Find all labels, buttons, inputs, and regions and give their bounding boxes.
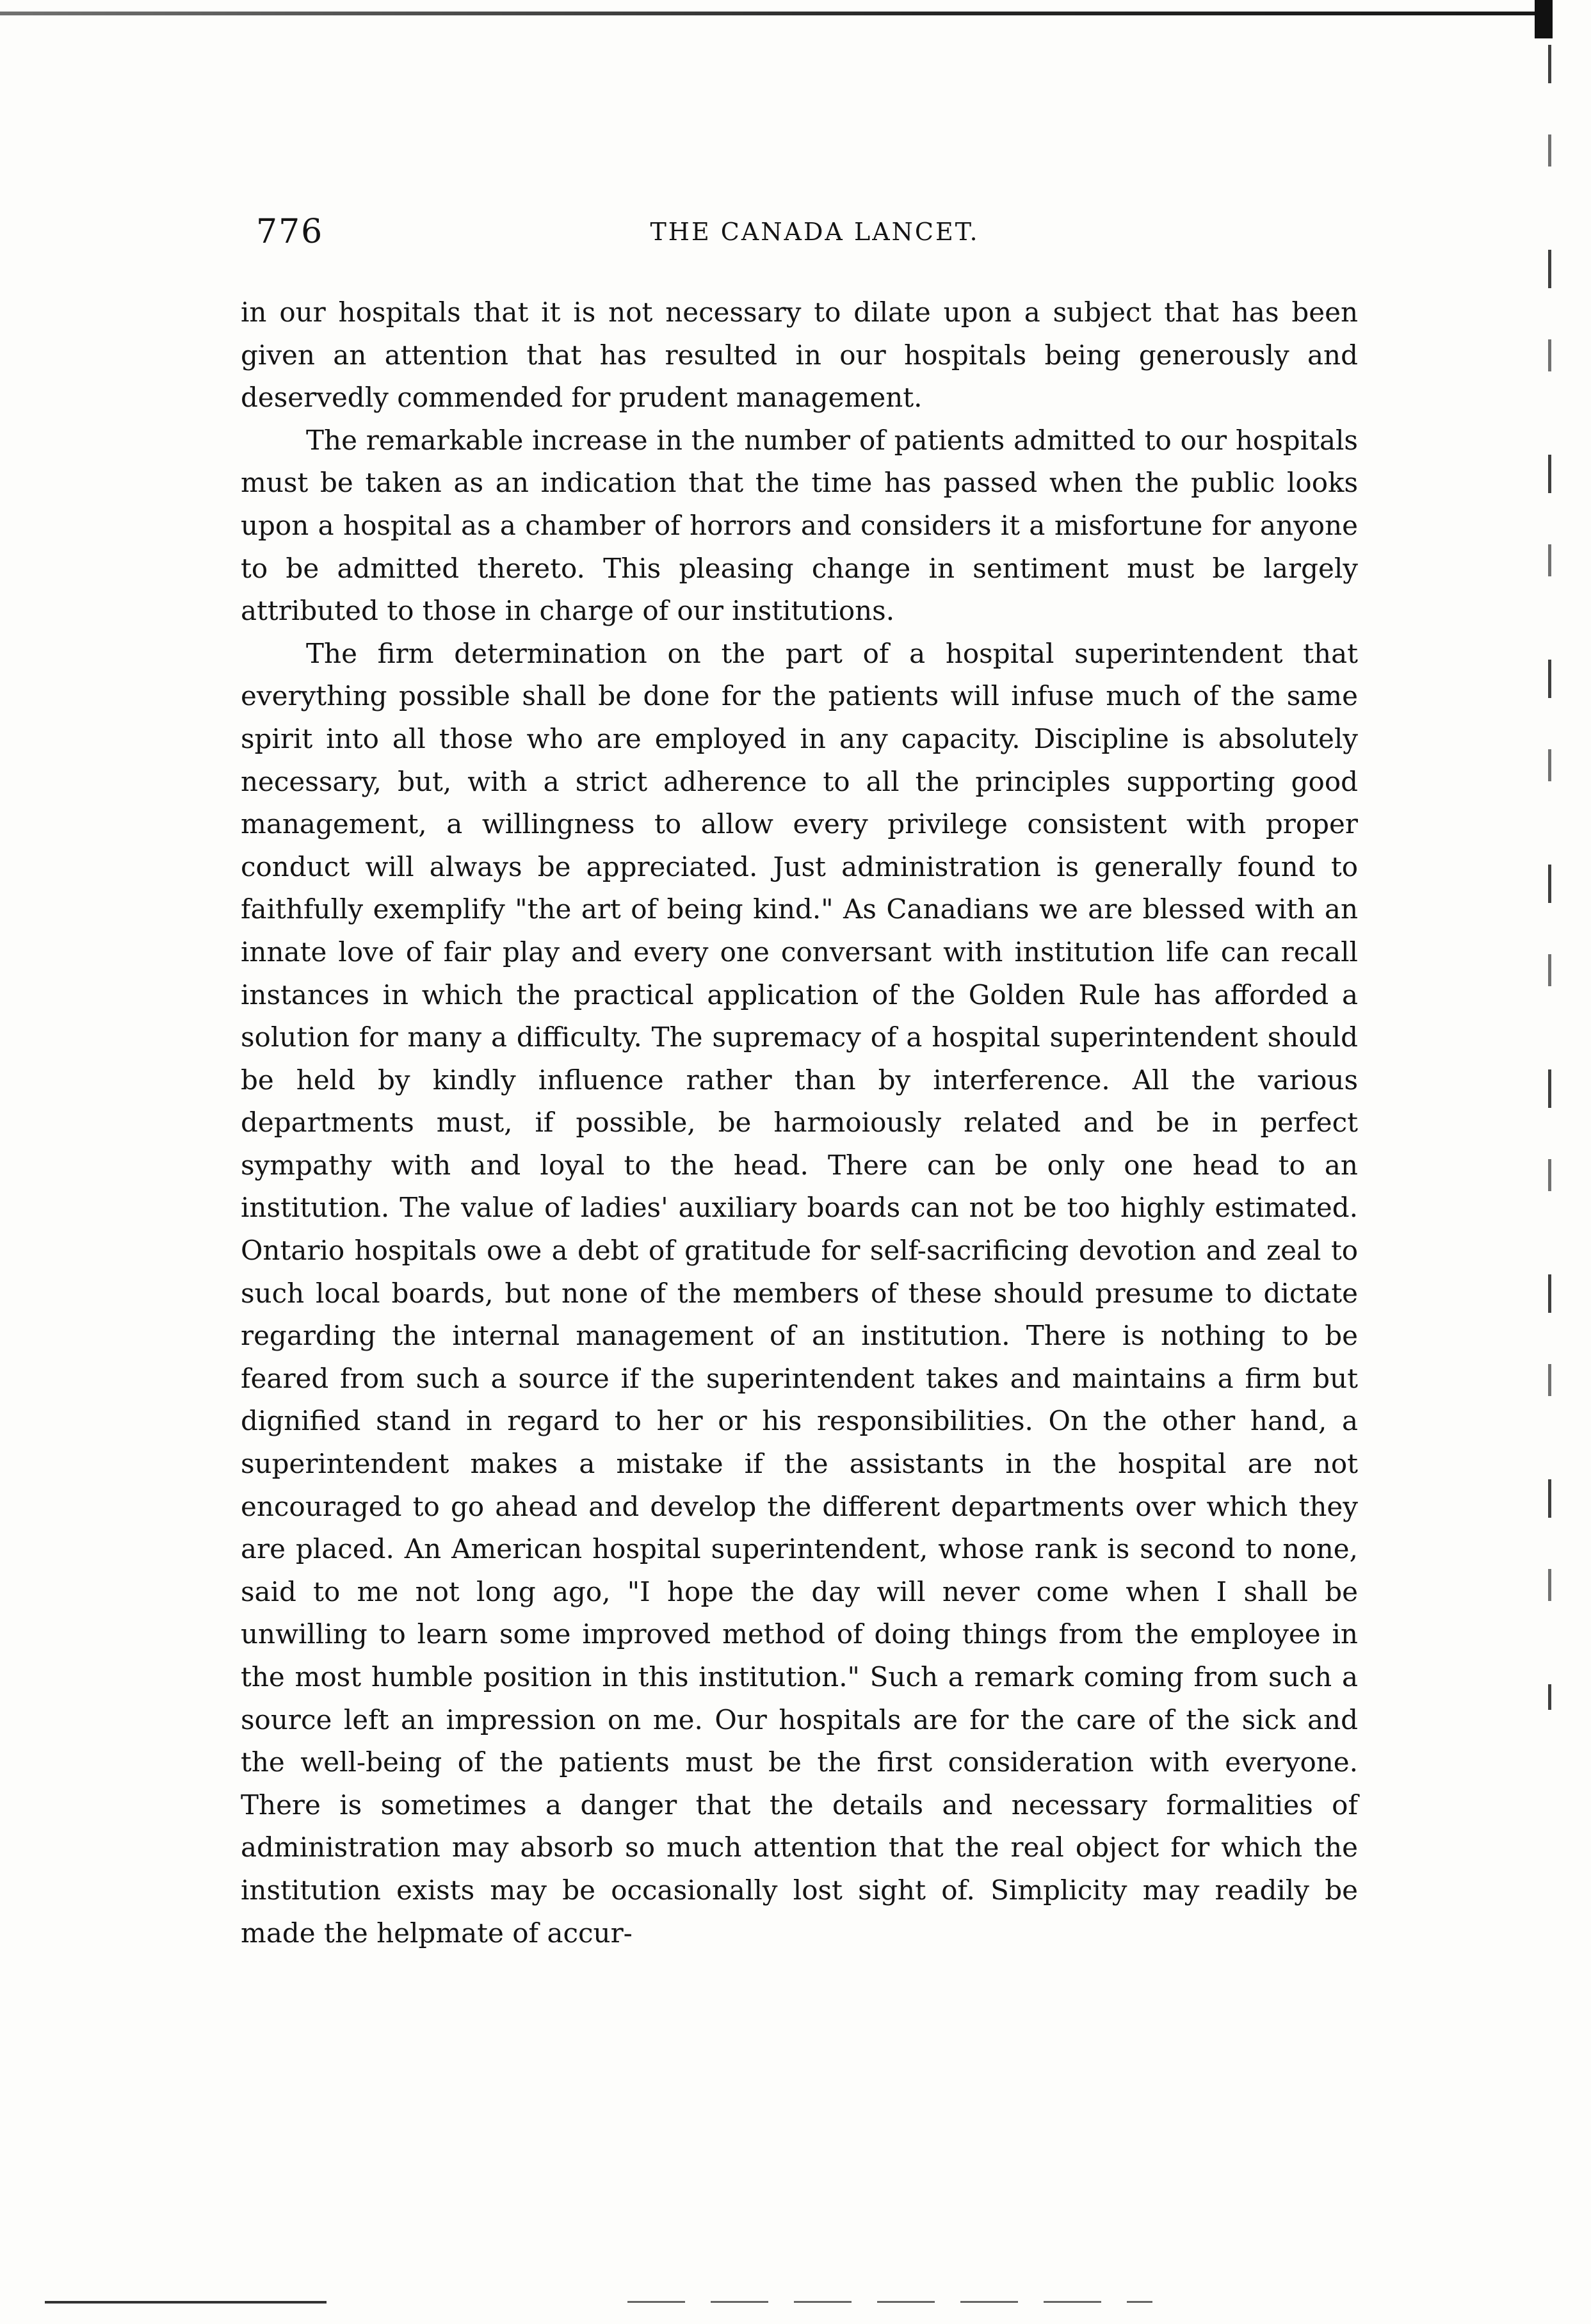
- paragraph: The remarkable increase in the number of patients admitted to our hospitals must be taken as an indication that the time has passed when the public looks upon a hospital as a chamber of horrors and considers it a misfortune for anyone to be admitted thereto. This pleasing change in sentiment must be largely attributed to those in charge of our institutions.: [241, 424, 1358, 627]
- scan-artifact-corner: [1535, 0, 1553, 38]
- scan-artifact-bottom-rule: [45, 2301, 327, 2304]
- article-body: [241, 291, 1358, 1954]
- paragraph: The firm determination on the part of a hospital superintendent that everything possible shall be done for the patients will infuse much of the same spirit into all those who are employed in any capacity. Discipline is absolutely necessary, but, with a strict adherence to all the principles supporting good management, a willingness to allow every privilege consistent with proper conduct will always be appreciated. Just administration is generally found to faithfully exemplify "the art of being kind." As Canadians we are blessed with an innate love of fair play and every one conversant with institution life can recall instances in which the practical application of the Golden Rule has afforded a solution for many a difficulty. The supremacy of a hospital superintendent should be held by kindly influence rather than by interference. All the various departments must, if possible, be harmoiously related and be in perfect sympathy with and loyal to the head. There can be only one head to an institution. The value of ladies' auxiliary boards can not be too highly estimated. Ontario hospitals owe a debt of gratitude for self-sacrificing devotion and zeal to such local boards, but none of the members of these should presume to dictate regarding the internal management of an institution. There is nothing to be feared from such a source if the superintendent takes and maintains a firm but dignified stand in regard to her or his responsibilities. On the other hand, a superintendent makes a mistake if the assistants in the hospital are not encouraged to go ahead and develop the different departments over which they are placed. An American hospital superintendent, whose rank is second to none, said to me not long ago, "I hope the day will never come when I shall be unwilling to learn some improved method of doing things from the employee in the most humble position in this institution." Such a remark coming from such a source left an impression on me. Our hospitals are for the care of the sick and the well-being of the patients must be the first consideration with everyone. There is sometimes a danger that the details and necessary formalities of administration may absorb so much attention that the real object for which the institution exists may be occasionally lost sight of. Simplicity may readily be made the helpmate of accur-: [241, 637, 1358, 1949]
- scan-artifact-right-edge: [1548, 45, 1551, 1710]
- running-title: THE CANADA LANCET.: [650, 218, 980, 246]
- scan-artifact-bottom-dashes: [627, 2301, 1152, 2303]
- scan-artifact-top-rule: [0, 12, 1537, 15]
- page-header: [256, 213, 1373, 251]
- paragraph: in our hospitals that it is not necessary to dilate upon a subject that has been given an attention that has resulted in our hospitals being generously and deservedly commended for prudent management.: [241, 297, 1358, 414]
- page-number: 776: [256, 213, 324, 251]
